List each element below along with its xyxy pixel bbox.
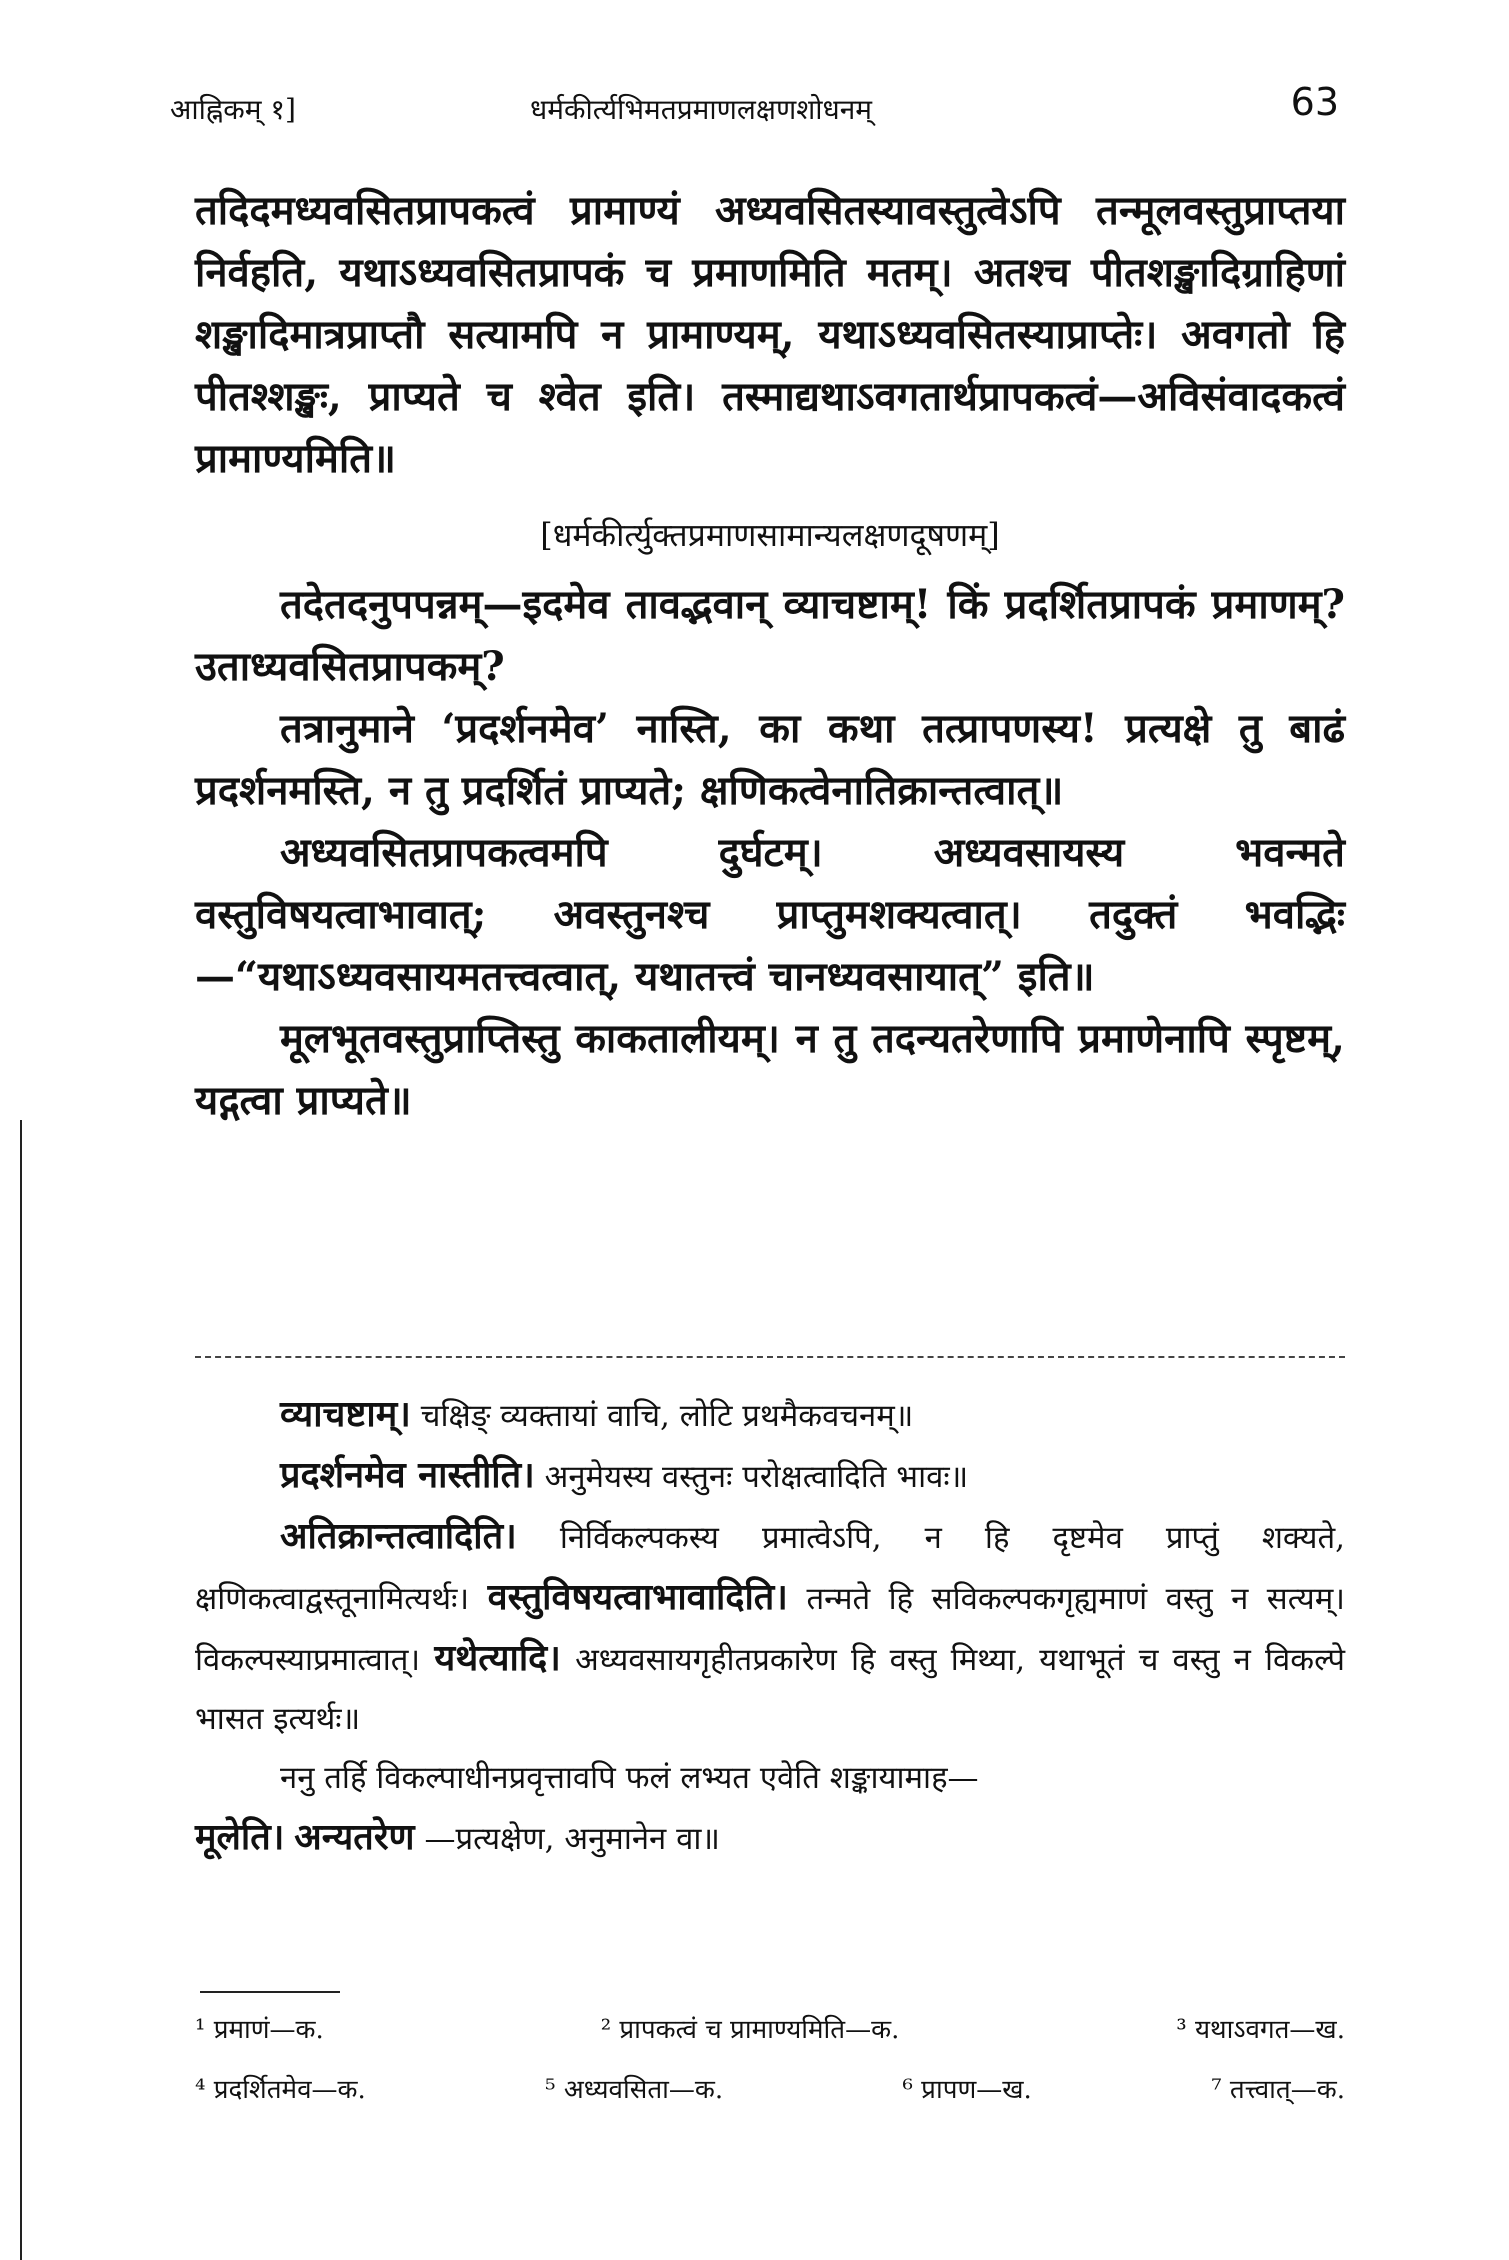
paragraph-4: अध्यवसितप्रापकत्वमपि दुर्घटम्। अध्यवसायस्य भवन्मते वस्तुविषयत्वाभावात्; अवस्तुनश्च प्राप्तुमशक्यत्वात्। तदुक्तं भवद्भिः—“यथाऽध्यवसायमतत्त्वत्वात्, यथातत्त्वं चानध्यवसायात्” इति॥: [195, 829, 1345, 1000]
commentary-line-5: [195, 1808, 1345, 1869]
main-text: [195, 180, 1345, 1132]
footnote-1: ¹ प्रमाणं—क.: [195, 2015, 324, 2045]
paragraph-2: तदेतदनुपपन्नम्—इदमेव तावद्भवान् व्याचष्टाम्! किं प्रदर्शितप्रापकं प्रमाणम्? उताध्यवसितप्रापकम्?: [195, 581, 1345, 690]
paragraph-1: तदिदमध्यवसितप्रापकत्वं प्रामाण्यं अध्यवसितस्यावस्तुत्वेऽपि तन्मूलवस्तुप्राप्तया निर्वहति, यथाऽध्यवसितप्रापकं च प्रमाणमिति मतम्। अतश्च पीतशङ्खादिग्राहिणां शङ्खादिमात्रप्राप्तौ सत्यामपि न प्रामाण्यम्, यथाऽध्यवसितस्याप्राप्तेः। अवगतो हि पीतश्शङ्खः, प्राप्यते च श्वेत इति। तस्माद्यथाऽवगतार्थप्रापकत्वं—अविसंवादकत्वं प्रामाण्यमिति॥: [195, 187, 1345, 482]
paragraph-5: मूलभूतवस्तुप्राप्तिस्तु काकतालीयम्। न तु तदन्यतरेणापि प्रमाणेनापि स्पृष्टम्, यद्गत्वा प्राप्यते॥: [195, 1015, 1345, 1124]
footnote-2: ² प्रापकत्वं च प्रामाण्यमिति—क.: [600, 2015, 900, 2045]
separator-rule: [195, 1356, 1345, 1358]
lemma: अतिक्रान्तत्वादिति।: [280, 1515, 517, 1557]
footnote-6: ⁶ प्रापण—ख.: [902, 2075, 1032, 2105]
section-heading: [धर्मकीर्त्युक्तप्रमाणसामान्यलक्षणदूषणम्]: [540, 516, 1000, 554]
page-number: 63: [1290, 80, 1339, 124]
footnote-row-2: [195, 2060, 1345, 2120]
gloss: अनुमेयस्य वस्तुनः परोक्षत्वादिति भावः॥: [544, 1459, 969, 1495]
lemma: यथेत्यादि।: [434, 1637, 561, 1679]
gloss: तन्मते हि सविकल्पकगृह्यमाणं वस्तु न सत्यम्। विकल्पस्याप्रमात्वात्।: [195, 1581, 1346, 1678]
footnote-3: ³ यथाऽवगत—ख.: [1176, 2015, 1345, 2045]
paragraph-3: तत्रानुमाने ‘प्रदर्शनमेव’ नास्ति, का कथा तत्प्रापणस्य! प्रत्यक्षे तु बाढं प्रदर्शनमस्ति, न तु प्रदर्शितं प्राप्यते; क्षणिकत्वेनातिक्रान्तत्वात्॥: [195, 705, 1345, 814]
commentary-line-3: [195, 1507, 1345, 1749]
gloss: अध्यवसायगृहीतप्रकारेण हि वस्तु मिथ्या, यथाभूतं च वस्तु न विकल्पे भासत इत्यर्थः॥: [195, 1642, 1345, 1737]
gloss: —प्रत्यक्षेण, अनुमानेन वा॥: [424, 1821, 720, 1857]
lemma: वस्तुविषयत्वाभावादिति।: [487, 1576, 788, 1618]
footnote-row-1: [195, 2000, 1345, 2060]
lemma: अन्यतरेण: [294, 1816, 415, 1858]
footnotes: [195, 2000, 1345, 2120]
commentary-line-2: [195, 1446, 1345, 1507]
footnote-4: ⁴ प्रदर्शितमेव—क.: [195, 2075, 366, 2105]
running-header: [170, 80, 1339, 130]
page-edge-line: [20, 1120, 22, 2260]
commentary: [195, 1385, 1345, 1869]
lemma: मूलेति।: [195, 1816, 285, 1858]
footnote-rule: [200, 1991, 340, 1993]
footnote-5: ⁵ अध्यवसिता—क.: [545, 2075, 724, 2105]
lemma: प्रदर्शनमेव नास्तीति।: [280, 1454, 535, 1496]
chapter-label: आह्निकम् १]: [170, 93, 296, 126]
gloss: चक्षिङ् व्यक्तायां वाचि, लोटि प्रथमैकवचनम्॥: [420, 1398, 914, 1434]
commentary-line-4: ननु तर्हि विकल्पाधीनप्रवृत्तावपि फलं लभ्यत एवेति शङ्कायामाह—: [280, 1760, 979, 1796]
running-title: धर्मकीर्त्यभिमतप्रमाणलक्षणशोधनम्: [530, 93, 872, 126]
gloss: निर्विकल्पकस्य प्रमात्वेऽपि, न हि दृष्टमेव प्राप्तुं शक्यते, क्षणिकत्वाद्वस्तूनामित्यर्थः।: [195, 1520, 1345, 1617]
commentary-line-1: [195, 1385, 1345, 1446]
lemma: व्याचष्टाम्।: [280, 1393, 411, 1435]
footnote-7: ⁷ तत्त्वात्—क.: [1211, 2075, 1345, 2105]
